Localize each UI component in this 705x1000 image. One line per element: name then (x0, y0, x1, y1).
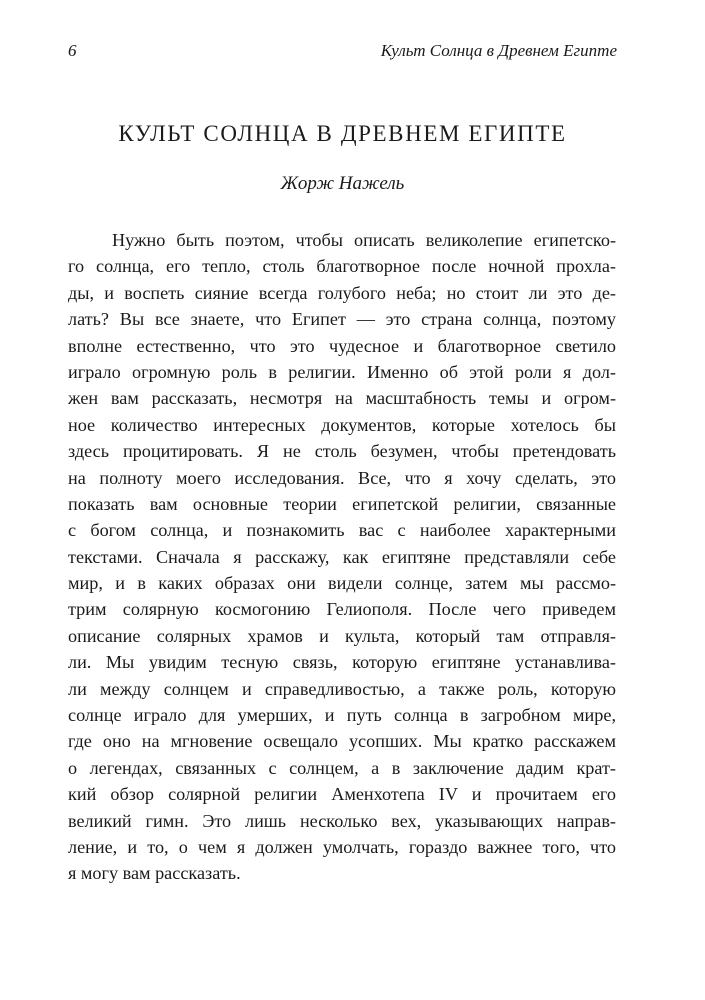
text-line: великий гимн. Это лишь несколько вех, указывающих направ- (68, 810, 616, 831)
text-line: солнце играло для умерших, и путь солнца в загробном мире, (68, 705, 616, 726)
text-line: мир, и в каких образах они видели солнце, затем мы рассмо- (68, 573, 616, 594)
text-line: ды, и воспеть сияние всегда голубого неба; но стоит ли это де- (68, 282, 616, 303)
text-line: где оно на мгновение освещало усопших. Мы кратко расскажем (68, 731, 616, 752)
text-line: жен вам рассказать, несмотря на масштабность темы и огром- (68, 388, 616, 409)
chapter-title: КУЛЬТ СОЛНЦА В ДРЕВНЕМ ЕГИПТЕ (118, 121, 567, 146)
text-line: о легендах, связанных с солнцем, а в заключение дадим крат- (68, 757, 616, 778)
text-line: играло огромную роль в религии. Именно об этой роли я дол- (68, 361, 616, 382)
running-head (68, 39, 617, 63)
text-line: го солнца, его тепло, столь благотворное после ночной прохла- (68, 256, 616, 277)
text-line: описание солярных храмов и культа, который там отправля- (68, 625, 616, 646)
text-line: текстами. Сначала я расскажу, как египтяне представляли себе (68, 546, 616, 567)
page-number: 6 (68, 41, 77, 60)
author-name: Жорж Нажель (280, 173, 405, 194)
text-line: показать вам основные теории египетской религии, связанные (68, 493, 616, 514)
text-line: на полноту моего исследования. Все, что я хочу сделать, это (68, 467, 616, 488)
text-line: лать? Вы все знаете, что Египет — это страна солнца, поэтому (68, 309, 616, 330)
text-line: с богом солнца, и познакомить вас с наиболее характерными (68, 520, 616, 541)
running-title: Культ Солнца в Древнем Египте (380, 41, 617, 60)
text-line: Нужно быть поэтом, чтобы описать великолепие египетско- (112, 230, 616, 250)
text-line: трим солярную космогонию Гелиополя. После чего приведем (68, 599, 616, 620)
text-line: ное количество интересных документов, которые хотелось бы (68, 414, 616, 435)
text-line: я могу вам рассказать. (68, 863, 241, 884)
text-line: здесь процитировать. Я не столь безумен, чтобы претендовать (68, 441, 616, 462)
text-line: ли. Мы увидим тесную связь, которую египтяне устанавлива- (68, 652, 616, 673)
body-paragraph (68, 227, 616, 887)
text-line: ли между солнцем и справедливостью, а также роль, которую (68, 678, 616, 699)
text-line: кий обзор солярной религии Аменхотепа IV и прочитаем его (68, 784, 616, 805)
text-line: вполне естественно, что это чудесное и благотворное светило (68, 335, 616, 356)
text-line: ление, и то, о чем я должен умолчать, гораздо важнее того, что (68, 836, 616, 857)
